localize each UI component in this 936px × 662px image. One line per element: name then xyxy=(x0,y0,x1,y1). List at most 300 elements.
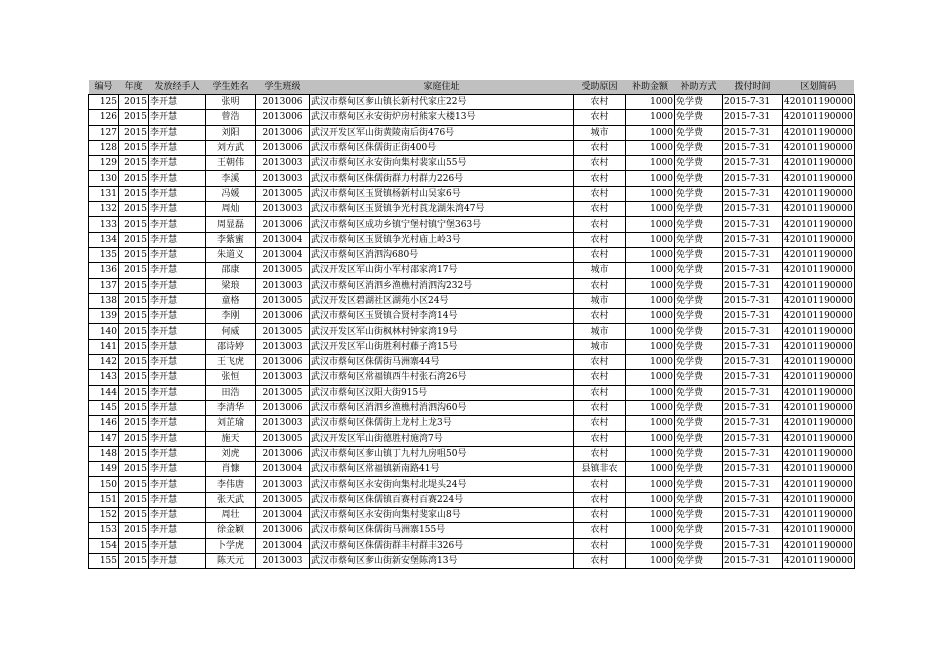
cell-id: 136 xyxy=(89,263,119,278)
cell-class: 2013005 xyxy=(256,186,310,201)
cell-region-code: 420101190000 xyxy=(783,293,855,308)
cell-method: 免学费 xyxy=(675,125,723,140)
cell-region-code: 420101190000 xyxy=(783,492,855,507)
cell-region-code: 420101190000 xyxy=(783,217,855,232)
cell-handler: 李开慧 xyxy=(149,400,206,415)
cell-reason: 农村 xyxy=(574,232,626,247)
cell-address: 武汉市蔡甸区玉贤镇杨新村山吴家6号 xyxy=(310,186,574,201)
cell-date: 2015-7-31 xyxy=(723,278,783,293)
cell-id: 129 xyxy=(89,156,119,171)
cell-address: 武汉市蔡甸区奓山镇长新村代家庄22号 xyxy=(310,95,574,110)
cell-handler: 李开慧 xyxy=(149,446,206,461)
cell-handler: 李开慧 xyxy=(149,370,206,385)
table-row xyxy=(89,110,855,125)
cell-region-code: 420101190000 xyxy=(783,523,855,538)
cell-address: 武汉市蔡甸区玉贤镇合贤村李湾14号 xyxy=(310,309,574,324)
cell-student-name: 曾浩 xyxy=(206,110,256,125)
cell-year: 2015 xyxy=(119,217,149,232)
table-row xyxy=(89,95,855,110)
cell-method: 免学费 xyxy=(675,186,723,201)
cell-address: 武汉开发区军山街黄陵南后街476号 xyxy=(310,125,574,140)
cell-class: 2013004 xyxy=(256,538,310,553)
cell-amount: 1000 xyxy=(626,538,675,553)
cell-date: 2015-7-31 xyxy=(723,431,783,446)
header-class: 学生班级 xyxy=(256,80,310,95)
cell-class: 2013003 xyxy=(256,553,310,568)
cell-date: 2015-7-31 xyxy=(723,523,783,538)
cell-class: 2013003 xyxy=(256,202,310,217)
cell-amount: 1000 xyxy=(626,309,675,324)
cell-date: 2015-7-31 xyxy=(723,553,783,568)
cell-address: 武汉市蔡甸区侏儒街马洲寨155号 xyxy=(310,523,574,538)
table-row xyxy=(89,293,855,308)
cell-class: 2013004 xyxy=(256,508,310,523)
cell-region-code: 420101190000 xyxy=(783,140,855,155)
cell-id: 151 xyxy=(89,492,119,507)
cell-handler: 李开慧 xyxy=(149,508,206,523)
header-row xyxy=(89,80,855,95)
table-row xyxy=(89,309,855,324)
cell-method: 免学费 xyxy=(675,400,723,415)
cell-address: 武汉市蔡甸区消泗乡渔樵村消泗沟60号 xyxy=(310,400,574,415)
cell-method: 免学费 xyxy=(675,263,723,278)
cell-class: 2013003 xyxy=(256,156,310,171)
header-method: 补助方式 xyxy=(675,80,723,95)
cell-date: 2015-7-31 xyxy=(723,324,783,339)
cell-reason: 城市 xyxy=(574,125,626,140)
cell-address: 武汉市蔡甸区消泗沟680号 xyxy=(310,247,574,262)
cell-student-name: 刘芷瑜 xyxy=(206,416,256,431)
table-row xyxy=(89,263,855,278)
cell-year: 2015 xyxy=(119,125,149,140)
cell-region-code: 420101190000 xyxy=(783,355,855,370)
cell-date: 2015-7-31 xyxy=(723,462,783,477)
cell-amount: 1000 xyxy=(626,370,675,385)
cell-student-name: 王飞虎 xyxy=(206,355,256,370)
table-row xyxy=(89,125,855,140)
cell-student-name: 周灿 xyxy=(206,202,256,217)
cell-id: 145 xyxy=(89,400,119,415)
table-row xyxy=(89,156,855,171)
cell-amount: 1000 xyxy=(626,339,675,354)
cell-reason: 农村 xyxy=(574,140,626,155)
cell-handler: 李开慧 xyxy=(149,477,206,492)
cell-region-code: 420101190000 xyxy=(783,508,855,523)
cell-year: 2015 xyxy=(119,232,149,247)
cell-class: 2013006 xyxy=(256,355,310,370)
cell-handler: 李开慧 xyxy=(149,202,206,217)
cell-handler: 李开慧 xyxy=(149,232,206,247)
cell-address: 武汉市蔡甸区侏儒街上龙村上龙3号 xyxy=(310,416,574,431)
cell-id: 149 xyxy=(89,462,119,477)
cell-id: 152 xyxy=(89,508,119,523)
cell-reason: 农村 xyxy=(574,553,626,568)
cell-method: 免学费 xyxy=(675,232,723,247)
cell-id: 148 xyxy=(89,446,119,461)
cell-class: 2013004 xyxy=(256,462,310,477)
cell-amount: 1000 xyxy=(626,110,675,125)
cell-address: 武汉市蔡甸区永安街向集村北堤头24号 xyxy=(310,477,574,492)
cell-student-name: 张天武 xyxy=(206,492,256,507)
cell-id: 140 xyxy=(89,324,119,339)
cell-reason: 县镇非农 xyxy=(574,462,626,477)
cell-method: 免学费 xyxy=(675,95,723,110)
cell-reason: 农村 xyxy=(574,508,626,523)
cell-class: 2013003 xyxy=(256,171,310,186)
table-row xyxy=(89,446,855,461)
header-region-code: 区划简码 xyxy=(783,80,855,95)
cell-id: 153 xyxy=(89,523,119,538)
cell-address: 武汉市蔡甸区侏儒街马洲寨44号 xyxy=(310,355,574,370)
cell-reason: 农村 xyxy=(574,416,626,431)
table-row xyxy=(89,538,855,553)
cell-handler: 李开慧 xyxy=(149,339,206,354)
cell-date: 2015-7-31 xyxy=(723,202,783,217)
cell-year: 2015 xyxy=(119,416,149,431)
cell-id: 135 xyxy=(89,247,119,262)
cell-reason: 城市 xyxy=(574,339,626,354)
cell-address: 武汉市蔡甸区永安街向集村斐家山8号 xyxy=(310,508,574,523)
cell-class: 2013006 xyxy=(256,217,310,232)
cell-amount: 1000 xyxy=(626,508,675,523)
cell-student-name: 刘虎 xyxy=(206,446,256,461)
cell-id: 146 xyxy=(89,416,119,431)
cell-method: 免学费 xyxy=(675,202,723,217)
cell-handler: 李开慧 xyxy=(149,171,206,186)
cell-address: 武汉开发区军山街小军村邵家湾17号 xyxy=(310,263,574,278)
cell-address: 武汉市蔡甸区消泗乡渔樵村消泗沟232号 xyxy=(310,278,574,293)
cell-region-code: 420101190000 xyxy=(783,477,855,492)
cell-date: 2015-7-31 xyxy=(723,186,783,201)
cell-year: 2015 xyxy=(119,400,149,415)
cell-amount: 1000 xyxy=(626,263,675,278)
cell-handler: 李开慧 xyxy=(149,156,206,171)
cell-student-name: 朱道义 xyxy=(206,247,256,262)
cell-class: 2013003 xyxy=(256,416,310,431)
cell-amount: 1000 xyxy=(626,140,675,155)
table-row xyxy=(89,232,855,247)
cell-amount: 1000 xyxy=(626,385,675,400)
cell-handler: 李开慧 xyxy=(149,492,206,507)
cell-reason: 农村 xyxy=(574,400,626,415)
cell-method: 免学费 xyxy=(675,508,723,523)
cell-date: 2015-7-31 xyxy=(723,477,783,492)
cell-region-code: 420101190000 xyxy=(783,263,855,278)
cell-class: 2013003 xyxy=(256,477,310,492)
cell-address: 武汉市蔡甸区汉阳大街915号 xyxy=(310,385,574,400)
cell-address: 武汉市蔡甸区侏儒街正街400号 xyxy=(310,140,574,155)
cell-date: 2015-7-31 xyxy=(723,370,783,385)
cell-region-code: 420101190000 xyxy=(783,400,855,415)
table-row xyxy=(89,202,855,217)
table-row xyxy=(89,355,855,370)
cell-class: 2013006 xyxy=(256,523,310,538)
table-row xyxy=(89,431,855,446)
cell-method: 免学费 xyxy=(675,355,723,370)
cell-reason: 农村 xyxy=(574,156,626,171)
cell-year: 2015 xyxy=(119,278,149,293)
cell-class: 2013006 xyxy=(256,95,310,110)
cell-handler: 李开慧 xyxy=(149,462,206,477)
cell-reason: 农村 xyxy=(574,217,626,232)
cell-year: 2015 xyxy=(119,370,149,385)
cell-class: 2013006 xyxy=(256,125,310,140)
cell-method: 免学费 xyxy=(675,553,723,568)
cell-class: 2013005 xyxy=(256,293,310,308)
cell-handler: 李开慧 xyxy=(149,309,206,324)
cell-year: 2015 xyxy=(119,339,149,354)
cell-amount: 1000 xyxy=(626,416,675,431)
cell-student-name: 李溪 xyxy=(206,171,256,186)
cell-year: 2015 xyxy=(119,523,149,538)
cell-date: 2015-7-31 xyxy=(723,293,783,308)
cell-id: 130 xyxy=(89,171,119,186)
cell-address: 武汉市蔡甸区奓山镇丁九村九房咀50号 xyxy=(310,446,574,461)
cell-region-code: 420101190000 xyxy=(783,247,855,262)
cell-id: 134 xyxy=(89,232,119,247)
cell-method: 免学费 xyxy=(675,156,723,171)
cell-id: 133 xyxy=(89,217,119,232)
cell-class: 2013006 xyxy=(256,110,310,125)
cell-year: 2015 xyxy=(119,293,149,308)
cell-region-code: 420101190000 xyxy=(783,538,855,553)
cell-year: 2015 xyxy=(119,538,149,553)
cell-student-name: 童格 xyxy=(206,293,256,308)
cell-amount: 1000 xyxy=(626,446,675,461)
cell-handler: 李开慧 xyxy=(149,385,206,400)
cell-id: 143 xyxy=(89,370,119,385)
cell-method: 免学费 xyxy=(675,171,723,186)
cell-address: 武汉市蔡甸区奓山街新安堡陈湾13号 xyxy=(310,553,574,568)
cell-date: 2015-7-31 xyxy=(723,538,783,553)
cell-year: 2015 xyxy=(119,553,149,568)
cell-region-code: 420101190000 xyxy=(783,339,855,354)
cell-date: 2015-7-31 xyxy=(723,508,783,523)
cell-year: 2015 xyxy=(119,186,149,201)
cell-handler: 李开慧 xyxy=(149,293,206,308)
cell-year: 2015 xyxy=(119,156,149,171)
cell-handler: 李开慧 xyxy=(149,523,206,538)
cell-method: 免学费 xyxy=(675,538,723,553)
cell-amount: 1000 xyxy=(626,477,675,492)
cell-date: 2015-7-31 xyxy=(723,217,783,232)
cell-year: 2015 xyxy=(119,110,149,125)
cell-amount: 1000 xyxy=(626,492,675,507)
cell-amount: 1000 xyxy=(626,355,675,370)
cell-student-name: 周壮 xyxy=(206,508,256,523)
cell-year: 2015 xyxy=(119,202,149,217)
cell-class: 2013005 xyxy=(256,263,310,278)
cell-region-code: 420101190000 xyxy=(783,416,855,431)
cell-method: 免学费 xyxy=(675,492,723,507)
cell-student-name: 邵康 xyxy=(206,263,256,278)
cell-handler: 李开慧 xyxy=(149,538,206,553)
cell-method: 免学费 xyxy=(675,477,723,492)
cell-class: 2013006 xyxy=(256,140,310,155)
cell-date: 2015-7-31 xyxy=(723,400,783,415)
cell-reason: 农村 xyxy=(574,247,626,262)
cell-address: 武汉市蔡甸区常福镇新南路41号 xyxy=(310,462,574,477)
cell-reason: 农村 xyxy=(574,309,626,324)
cell-id: 137 xyxy=(89,278,119,293)
cell-date: 2015-7-31 xyxy=(723,156,783,171)
cell-class: 2013004 xyxy=(256,232,310,247)
cell-reason: 城市 xyxy=(574,263,626,278)
cell-year: 2015 xyxy=(119,355,149,370)
cell-date: 2015-7-31 xyxy=(723,385,783,400)
cell-id: 127 xyxy=(89,125,119,140)
cell-year: 2015 xyxy=(119,477,149,492)
table-row xyxy=(89,508,855,523)
cell-id: 142 xyxy=(89,355,119,370)
cell-region-code: 420101190000 xyxy=(783,110,855,125)
table-row xyxy=(89,385,855,400)
table-row xyxy=(89,171,855,186)
cell-id: 155 xyxy=(89,553,119,568)
cell-region-code: 420101190000 xyxy=(783,156,855,171)
header-address: 家庭住址 xyxy=(310,80,574,95)
cell-handler: 李开慧 xyxy=(149,324,206,339)
cell-region-code: 420101190000 xyxy=(783,462,855,477)
cell-amount: 1000 xyxy=(626,171,675,186)
cell-region-code: 420101190000 xyxy=(783,446,855,461)
cell-handler: 李开慧 xyxy=(149,263,206,278)
cell-address: 武汉市蔡甸区玉贤镇争光村莨龙湖朱湾47号 xyxy=(310,202,574,217)
cell-class: 2013005 xyxy=(256,385,310,400)
cell-reason: 农村 xyxy=(574,385,626,400)
cell-reason: 农村 xyxy=(574,355,626,370)
cell-date: 2015-7-31 xyxy=(723,309,783,324)
table-row xyxy=(89,186,855,201)
cell-class: 2013003 xyxy=(256,278,310,293)
cell-amount: 1000 xyxy=(626,202,675,217)
table-row xyxy=(89,523,855,538)
table-row xyxy=(89,324,855,339)
cell-method: 免学费 xyxy=(675,462,723,477)
cell-date: 2015-7-31 xyxy=(723,171,783,186)
cell-reason: 农村 xyxy=(574,202,626,217)
cell-reason: 农村 xyxy=(574,431,626,446)
cell-address: 武汉市蔡甸区玉贤镇争光村庙上岭3号 xyxy=(310,232,574,247)
cell-id: 147 xyxy=(89,431,119,446)
cell-address: 武汉市蔡甸区常福镇西牛村张石湾26号 xyxy=(310,370,574,385)
cell-amount: 1000 xyxy=(626,431,675,446)
cell-region-code: 420101190000 xyxy=(783,553,855,568)
cell-amount: 1000 xyxy=(626,247,675,262)
cell-student-name: 李刚 xyxy=(206,309,256,324)
cell-student-name: 肖慷 xyxy=(206,462,256,477)
cell-year: 2015 xyxy=(119,492,149,507)
table-row xyxy=(89,416,855,431)
cell-handler: 李开慧 xyxy=(149,416,206,431)
cell-id: 141 xyxy=(89,339,119,354)
cell-date: 2015-7-31 xyxy=(723,355,783,370)
cell-amount: 1000 xyxy=(626,553,675,568)
cell-date: 2015-7-31 xyxy=(723,110,783,125)
cell-id: 131 xyxy=(89,186,119,201)
cell-reason: 农村 xyxy=(574,110,626,125)
cell-address: 武汉开发区军山街胜利村藤子湾15号 xyxy=(310,339,574,354)
cell-address: 武汉市蔡甸区侏儒街群力村群力226号 xyxy=(310,171,574,186)
cell-student-name: 何威 xyxy=(206,324,256,339)
cell-amount: 1000 xyxy=(626,462,675,477)
cell-date: 2015-7-31 xyxy=(723,492,783,507)
cell-year: 2015 xyxy=(119,247,149,262)
cell-date: 2015-7-31 xyxy=(723,232,783,247)
cell-handler: 李开慧 xyxy=(149,186,206,201)
cell-method: 免学费 xyxy=(675,247,723,262)
cell-address: 武汉开发区军山街德胜村施湾7号 xyxy=(310,431,574,446)
header-amount: 补助金额 xyxy=(626,80,675,95)
cell-address: 武汉市蔡甸区侏儒镇百赛村百赛224号 xyxy=(310,492,574,507)
cell-date: 2015-7-31 xyxy=(723,339,783,354)
cell-class: 2013003 xyxy=(256,370,310,385)
table-row xyxy=(89,278,855,293)
cell-id: 150 xyxy=(89,477,119,492)
cell-method: 免学费 xyxy=(675,339,723,354)
cell-reason: 农村 xyxy=(574,523,626,538)
cell-method: 免学费 xyxy=(675,217,723,232)
cell-student-name: 刘阳 xyxy=(206,125,256,140)
cell-student-name: 李伟唐 xyxy=(206,477,256,492)
cell-id: 154 xyxy=(89,538,119,553)
cell-region-code: 420101190000 xyxy=(783,171,855,186)
cell-handler: 李开慧 xyxy=(149,217,206,232)
cell-handler: 李开慧 xyxy=(149,355,206,370)
cell-region-code: 420101190000 xyxy=(783,186,855,201)
cell-amount: 1000 xyxy=(626,400,675,415)
cell-class: 2013006 xyxy=(256,309,310,324)
cell-student-name: 李清华 xyxy=(206,400,256,415)
cell-amount: 1000 xyxy=(626,293,675,308)
cell-address: 武汉市蔡甸区永安街向集村裴家山55号 xyxy=(310,156,574,171)
cell-id: 132 xyxy=(89,202,119,217)
cell-reason: 城市 xyxy=(574,293,626,308)
table-row xyxy=(89,247,855,262)
header-student-name: 学生姓名 xyxy=(206,80,256,95)
table-row xyxy=(89,339,855,354)
cell-method: 免学费 xyxy=(675,293,723,308)
cell-student-name: 田浩 xyxy=(206,385,256,400)
cell-date: 2015-7-31 xyxy=(723,263,783,278)
cell-region-code: 420101190000 xyxy=(783,309,855,324)
table-row xyxy=(89,140,855,155)
cell-student-name: 陈天元 xyxy=(206,553,256,568)
cell-handler: 李开慧 xyxy=(149,431,206,446)
cell-date: 2015-7-31 xyxy=(723,140,783,155)
cell-method: 免学费 xyxy=(675,140,723,155)
cell-class: 2013004 xyxy=(256,247,310,262)
cell-class: 2013003 xyxy=(256,339,310,354)
cell-student-name: 李紫蜜 xyxy=(206,232,256,247)
cell-student-name: 王朝伟 xyxy=(206,156,256,171)
cell-region-code: 420101190000 xyxy=(783,431,855,446)
cell-year: 2015 xyxy=(119,508,149,523)
cell-reason: 农村 xyxy=(574,538,626,553)
cell-region-code: 420101190000 xyxy=(783,370,855,385)
cell-method: 免学费 xyxy=(675,278,723,293)
cell-student-name: 张恒 xyxy=(206,370,256,385)
table-row xyxy=(89,217,855,232)
cell-method: 免学费 xyxy=(675,416,723,431)
header-date: 拨付时间 xyxy=(723,80,783,95)
cell-region-code: 420101190000 xyxy=(783,95,855,110)
cell-reason: 农村 xyxy=(574,278,626,293)
cell-date: 2015-7-31 xyxy=(723,416,783,431)
cell-id: 128 xyxy=(89,140,119,155)
cell-class: 2013005 xyxy=(256,431,310,446)
cell-student-name: 冯媛 xyxy=(206,186,256,201)
